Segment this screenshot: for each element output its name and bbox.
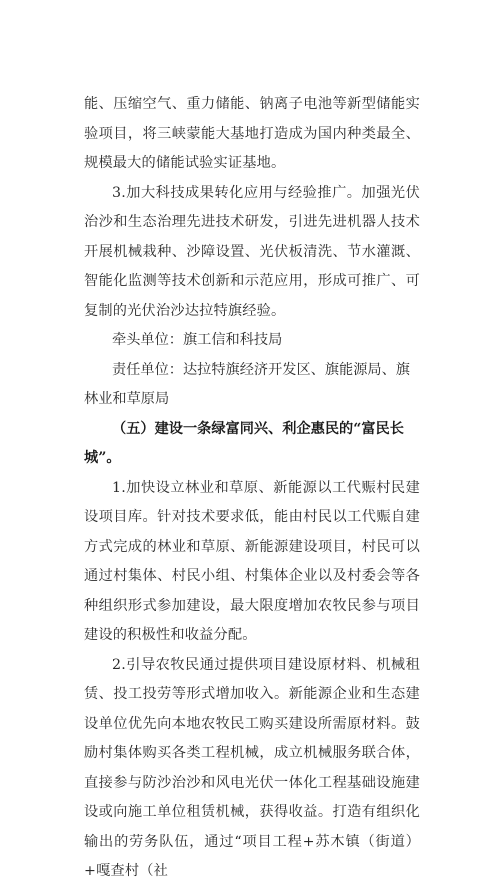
section-heading-five: （五）建设一条绿富同兴、利企惠民的“富民长城”。 [84,420,404,466]
lead-unit-line: 牵头单位：旗工信和科技局 [112,332,283,348]
paragraph-income-increase: 2.引导农牧民通过提供项目建设原材料、机械租赁、投工投劳等形式增加收入。新能源企业和生态建设单位优先向本地农牧民工购买建设所需原材料。鼓励村集体购买各类工程机械，成立机械服务联合体，直接参与防沙治沙和风电光伏一体化工程基础设施建设或向施工单位租赁机械，获得收益。打造有组织化输出的劳务队伍，通过“项目工程+苏木镇（街道）+嘎查村（社 [84,656,420,879]
paragraph-storage-continuation: 能、压缩空气、重力储能、钠离子电池等新型储能实验项目，将三峡蒙能大基地打造成为国内种类最全、规模最大的储能试验实证基地。 [84,96,420,171]
responsible-unit-line: 责任单位：达拉特旗经济开发区、旗能源局、旗林业和草原局 [84,361,410,407]
document-body [84,90,420,887]
paragraph-tech-promotion: 3.加大科技成果转化应用与经验推广。加强光伏治沙和生态治理先进技术研发，引进先进机器人技术开展机械栽种、沙障设置、光伏板清洗、节水灌溉、智能化监测等技术创新和示范应用，形成可推广、可复制的光伏治沙达拉特旗经验。 [84,184,420,319]
paragraph-work-relief-project-library: 1.加快设立林业和草原、新能源以工代赈村民建设项目库。针对技术要求低，能由村民以工代赈自建方式完成的林业和草原、新能源建设项目，村民可以通过村集体、村民小组、村集体企业以及村委会等各种组织形式参加建设，最大限度增加农牧民参与项目建设的积极性和收益分配。 [84,479,420,643]
